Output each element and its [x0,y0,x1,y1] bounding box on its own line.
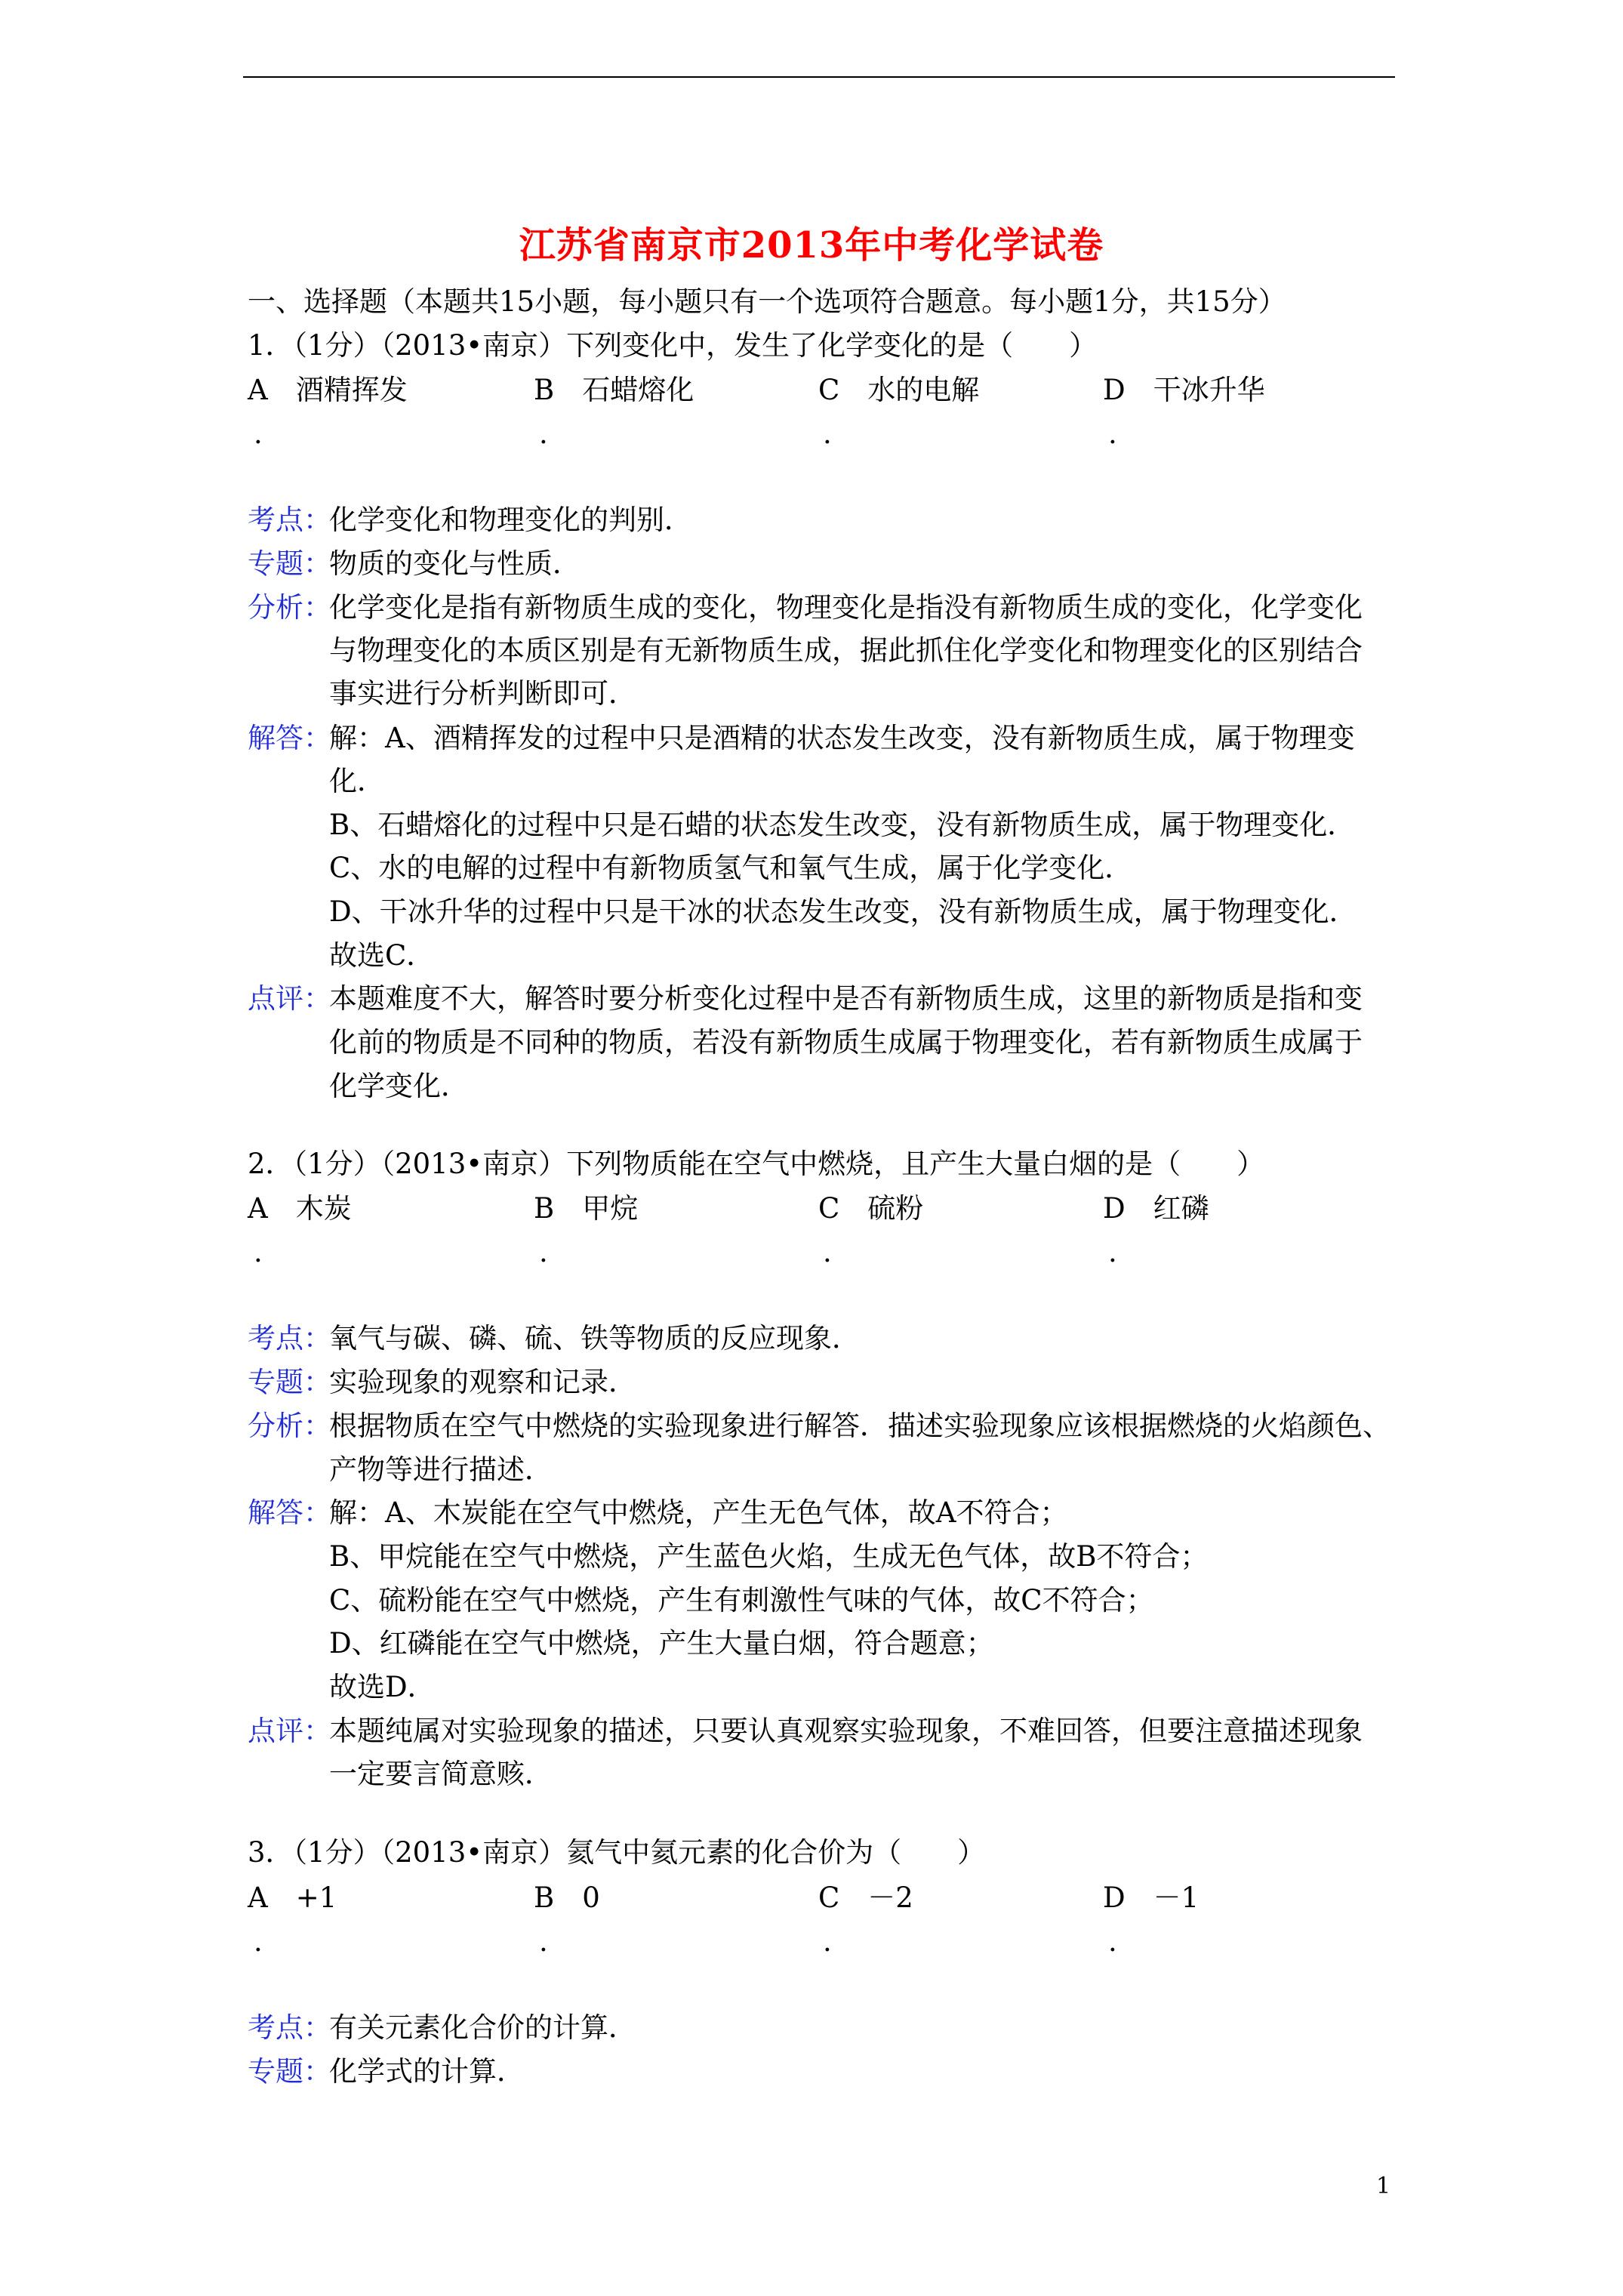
q1-jieda-line: D、干冰升华的过程中只是干冰的状态发生改变，没有新物质生成，属于物理变化． [329,895,1357,928]
q3-option-b-dot: . [539,1925,548,1958]
q1-kaodian-text: 化学变化和物理变化的判别． [329,504,692,536]
q1-jieda-line: C、水的电解的过程中有新物质氢气和氧气生成，属于化学变化． [329,852,1133,884]
q1-dianping-line: 化前的物质是不同种的物质，若没有新物质生成属于物理变化，若有新物质生成属于 [329,1026,1363,1059]
q1-option-d-dot: . [1108,418,1117,450]
q1-kaodian-label: 考点： [248,504,331,536]
q3-option-c-dot: . [823,1925,832,1958]
q2-jieda-label: 解答： [248,1496,331,1529]
q3-option-a: A +1 [248,1881,337,1914]
q1-dianping-line: 化学变化． [329,1070,469,1102]
q2-option-a-dot: . [254,1236,263,1268]
q2-jieda-line: 解：A、木炭能在空气中燃烧，产生无色气体，故A不符合； [329,1496,1068,1529]
q1-jieda-line: 化． [329,765,385,797]
q2-jieda-line: D、红磷能在空气中燃烧，产生大量白烟，符合题意； [329,1627,994,1660]
q1-option-a: A 酒精挥发 [248,374,408,406]
q1-option-c: C 水的电解 [818,374,980,406]
q1-fenxi-label: 分析： [248,591,331,624]
q2-option-d-dot: . [1108,1236,1117,1268]
q1-jieda-label: 解答： [248,722,331,754]
q2-option-b: B 甲烷 [534,1192,639,1225]
q1-dianping-label: 点评： [248,982,331,1015]
q2-option-b-dot: . [539,1236,548,1268]
q2-jieda-line: C、硫粉能在空气中燃烧，产生有刺激性气味的气体，故C不符合； [329,1584,1154,1616]
q2-zhuanti-text: 实验现象的观察和记录． [329,1366,636,1398]
q3-kaodian-label: 考点： [248,2011,331,2044]
q2-kaodian-label: 考点： [248,1322,331,1354]
q1-option-c-dot: . [823,418,832,450]
page-title: 江苏省南京市2013年中考化学试卷 [519,224,1104,267]
q3-option-d-dot: . [1108,1925,1117,1958]
q1-zhuanti-label: 专题： [248,547,331,580]
q2-fenxi-line: 根据物质在空气中燃烧的实验现象进行解答．描述实验现象应该根据燃烧的火焰颜色、 [329,1410,1390,1442]
q2-fenxi-line: 产物等进行描述． [329,1453,553,1486]
q2-option-c-dot: . [823,1236,832,1268]
question-1-stem: 1．（1分）（2013•南京）下列变化中，发生了化学变化的是（ ） [248,329,1098,362]
q1-jieda-line: B、石蜡熔化的过程中只是石蜡的状态发生改变，没有新物质生成，属于物理变化． [329,809,1356,841]
q1-option-b-dot: . [539,418,548,450]
q2-jieda-line: B、甲烷能在空气中燃烧，产生蓝色火焰，生成无色气体，故B不符合； [329,1540,1209,1573]
section-heading: 一、选择题（本题共15小题，每小题只有一个选项符合题意。每小题1分，共15分） [248,285,1286,318]
q2-dianping-label: 点评： [248,1715,331,1747]
q1-option-b: B 石蜡熔化 [534,374,694,406]
q3-option-b: B 0 [534,1881,600,1914]
q3-option-d: D －1 [1103,1881,1200,1914]
q2-jieda-line: 故选D． [329,1671,436,1703]
header-rule [243,76,1395,78]
q2-option-a: A 木炭 [248,1192,352,1225]
q1-zhuanti-text: 物质的变化与性质． [329,547,581,580]
q3-kaodian-text: 有关元素化合价的计算． [329,2011,636,2044]
q2-dianping-line: 一定要言简意赅． [329,1758,553,1790]
question-3-stem: 3．（1分）（2013•南京）氦气中氦元素的化合价为（ ） [248,1836,986,1869]
q3-option-c: C －2 [818,1881,913,1914]
q1-dianping-line: 本题难度不大，解答时要分析变化过程中是否有新物质生成，这里的新物质是指和变 [329,982,1363,1015]
q1-fenxi-line: 与物理变化的本质区别是有无新物质生成，据此抓住化学变化和物理变化的区别结合 [329,634,1363,667]
q2-option-d: D 红磷 [1103,1192,1209,1225]
q2-fenxi-label: 分析： [248,1410,331,1442]
q1-fenxi-line: 化学变化是指有新物质生成的变化，物理变化是指没有新物质生成的变化，化学变化 [329,591,1363,624]
q2-kaodian-text: 氧气与碳、磷、硫、铁等物质的反应现象． [329,1322,860,1354]
q2-dianping-line: 本题纯属对实验现象的描述，只要认真观察实验现象，不难回答，但要注意描述现象 [329,1715,1363,1747]
q3-zhuanti-text: 化学式的计算． [329,2055,525,2088]
q1-jieda-line: 解：A、酒精挥发的过程中只是酒精的状态发生改变，没有新物质生成，属于物理变 [329,722,1355,754]
page-number: 1 [1376,2173,1391,2199]
q2-zhuanti-label: 专题： [248,1366,331,1398]
q3-zhuanti-label: 专题： [248,2055,331,2088]
q3-option-a-dot: . [254,1925,263,1958]
q1-option-d: D 干冰升华 [1103,374,1265,406]
question-2-stem: 2．（1分）（2013•南京）下列物质能在空气中燃烧，且产生大量白烟的是（ ） [248,1148,1265,1180]
q2-option-c: C 硫粉 [818,1192,924,1225]
q1-fenxi-line: 事实进行分析判断即可． [329,677,636,710]
q1-jieda-line: 故选C． [329,939,435,972]
q1-option-a-dot: . [254,418,263,450]
